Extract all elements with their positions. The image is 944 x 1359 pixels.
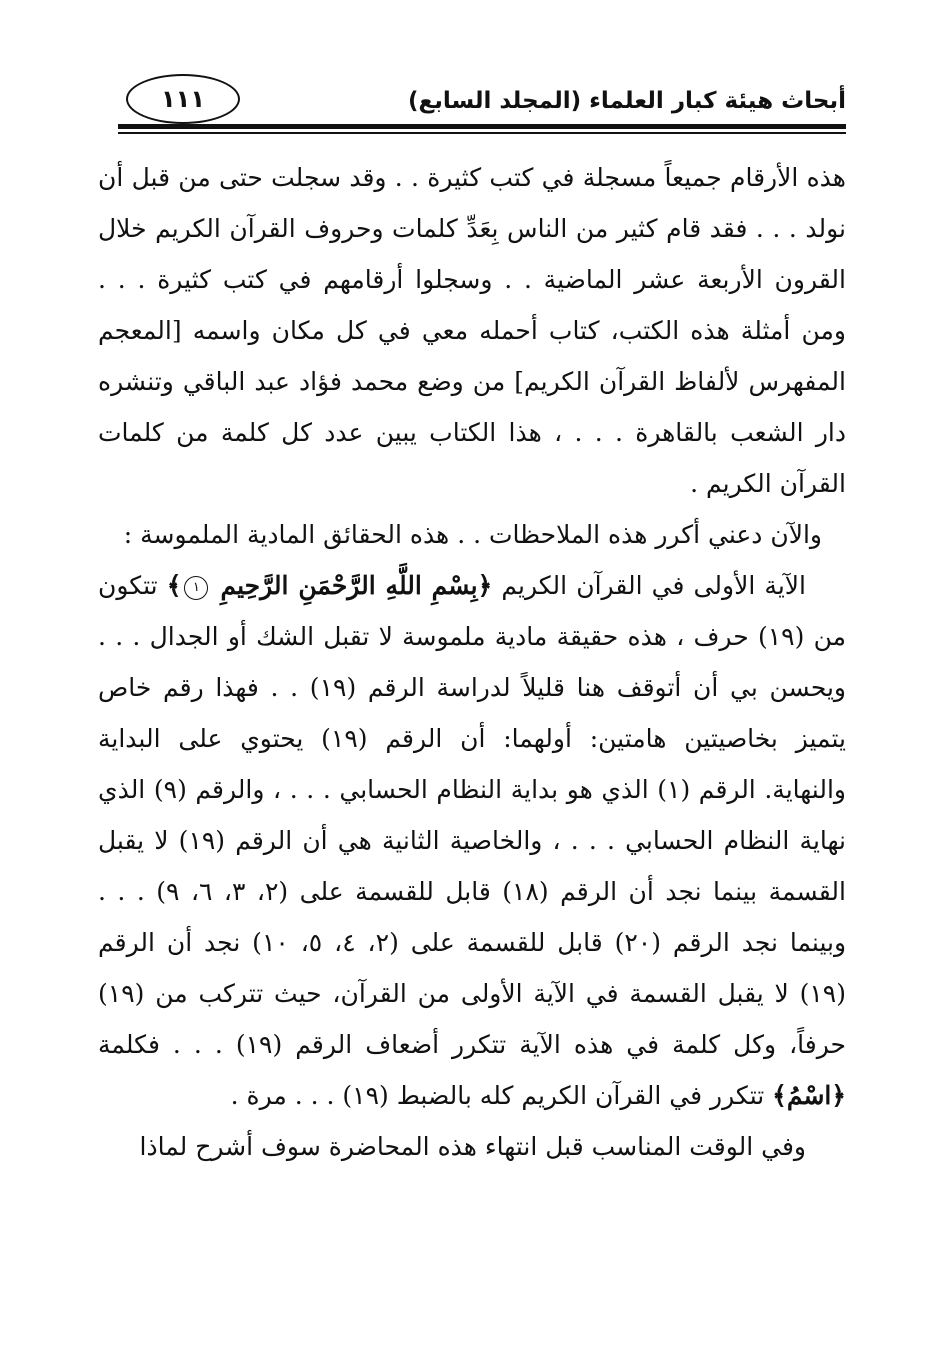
quranic-word: اسْمُ [786,1081,832,1110]
paragraph-3 [98,560,846,1121]
text-body [98,152,846,1172]
paragraph-4: وفي الوقت المناسب قبل انتهاء هذه المحاضرة سوف أشرح لماذا [139,1132,806,1161]
header-rule-thin [118,132,846,134]
verse-open-bracket: ﴿ [477,571,493,600]
word-close-bracket: ﴾ [772,1081,787,1110]
running-head: أبحاث هيئة كبار العلماء (المجلد السابع) [407,88,846,114]
paragraph-3-body: تتكون من (١٩) حرف ، هذه حقيقة مادية ملموسة لا تقبل الشك أو الجدال . . . ويحسن بي أن أتوقف هنا قليلاً لدراسة الرقم (١٩) . . فهذا رقم خاص يتميز بخاصيتين هامتين: أولهما: أن الرقم (١٩) يحتوي على البداية والنهاية. الرقم (١) الذي هو بداية النظام الحسابي . . . ، والرقم (٩) الذي نهاية النظام الحسابي . . . ، والخاصية الثانية هي أن الرقم (١٩) لا يقبل القسمة بينما نجد أن الرقم (١٨) قابل للقسمة على (٢، ٣، ٦، ٩) . . . وبينما نجد الرقم (٢٠) قابل للقسمة على (٢، ٤، ٥، ١٠) نجد أن الرقم (١٩) لا يقبل القسمة في الآية الأولى من القرآن، حيث تتركب من (١٩) حرفاً، وكل كلمة في هذه الآية تتكرر أضعاف الرقم (١٩) . . . فكلمة [98,571,847,1059]
paragraph-1: هذه الأرقام جميعاً مسجلة في كتب كثيرة . . وقد سجلت حتى من قبل أن نولد . . . فقد قام كثير من الناس بِعَدِّ كلمات وحروف القرآن الكريم خلال القرون الأربعة عشر الماضية . . وسجلوا أرقامهم في كتب كثيرة . . . ومن أمثلة هذه الكتب، كتاب أحمله معي في كل مكان واسمه [المعجم المفهرس لألفاظ القرآن الكريم] من وضع محمد فؤاد عبد الباقي وتنشره دار الشعب بالقاهرة . . . ، هذا الكتاب يبين عدد كل كلمة من كلمات القرآن الكريم . [98,163,846,498]
ayah-number-marker: ١ [184,576,208,600]
header-rule-thick [118,124,846,129]
basmala-verse: بِسْمِ اللَّهِ الرَّحْمَنِ الرَّحِيمِ [220,571,478,600]
word-open-bracket: ﴿ [831,1081,846,1110]
page-number: ١١١ [126,74,240,124]
paragraph-2: والآن دعني أكرر هذه الملاحظات . . هذه الحقائق المادية الملموسة : [123,520,822,549]
paragraph-3-intro: الآية الأولى في القرآن الكريم [501,571,806,600]
paragraph-3-ending: تتكرر في القرآن الكريم كله بالضبط (١٩) . . . مرة . [230,1081,765,1110]
verse-close-bracket: ﴾ [166,571,182,600]
page-header [118,72,846,130]
